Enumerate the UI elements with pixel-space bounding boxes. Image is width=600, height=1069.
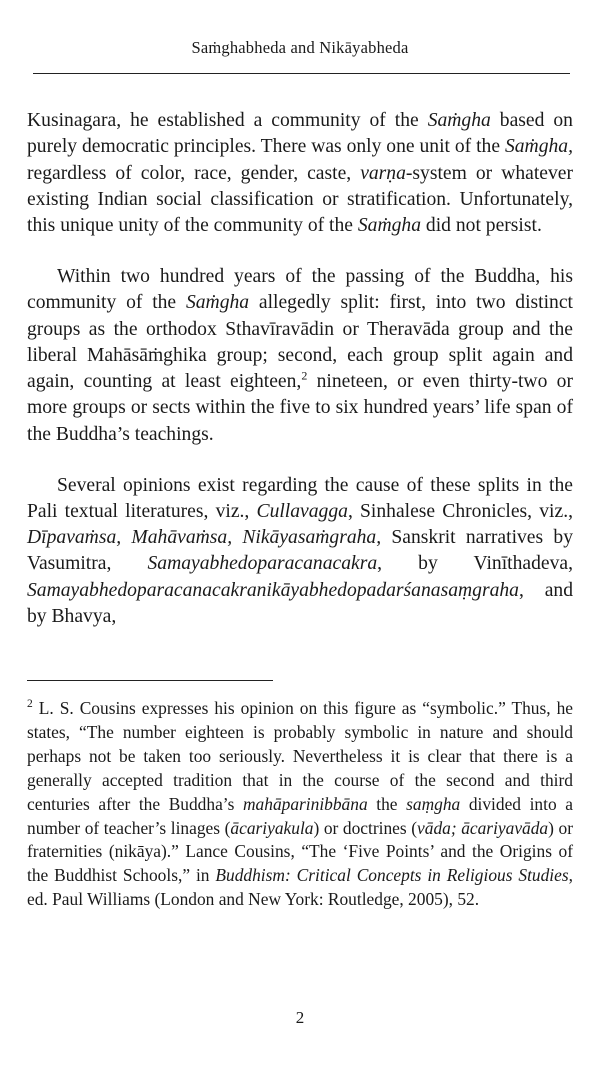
italic-term: Samayabhedoparacanacakranikāyabhedopadarśanasaṃgraha (27, 579, 519, 601)
italic-term: mahāparinibbāna (243, 793, 368, 814)
italic-term: saṃgha (406, 793, 461, 814)
header-rule (33, 73, 570, 74)
italic-term: Dīpavaṁsa, Mahāvaṁsa, Nikāyasaṁgraha, (27, 527, 382, 549)
text-run: Several opinions exist regarding the cause of these splits in the Pali textual literatures, viz., (27, 474, 573, 522)
text-run: , and by Bhavya, (27, 579, 573, 628)
italic-term: Saṁgha (185, 292, 250, 314)
footnote-text (27, 697, 573, 912)
text-run: nineteen, or even thirty-two or more groups or sects within the five to six hundred years’ life span of the Buddha’s teachings. (27, 371, 573, 445)
text-run: , Sinhalese Chronicles, viz., (347, 500, 573, 522)
paragraph-2 (27, 264, 573, 448)
text-run: , by Vinīthadeva, (377, 553, 573, 575)
text-run: ) or doctrines ( (313, 817, 418, 838)
paragraph-3 (27, 473, 573, 631)
footnote (27, 697, 573, 912)
text-run: -system or whatever existing Indian social classification or stratification. Unfortunately, this unique unity of the community of the (27, 162, 574, 237)
text-run: based on purely democratic principles. There was only one unit of the (27, 110, 573, 158)
paragraph-1 (27, 108, 573, 239)
text-run: Within two hundred years of the passing of the Buddha, his community of the (27, 265, 573, 314)
text-run: did not persist. (421, 215, 542, 237)
text-run: , ed. Paul Williams (London and New York: Routledge, 2005), 52. (27, 865, 573, 910)
italic-term: Cullavagga (256, 500, 348, 522)
page-number: 2 (295, 1008, 305, 1027)
text-run: allegedly split: first, into two distinct groups as the orthodox Sthavīravādin or Theravāda group and the liberal Mahāsāṁghika group; second, each group split again and again, counting at least eighteen, (27, 292, 573, 393)
text-run: Kusinagara, he established a community of the (27, 110, 428, 131)
italic-term: vāda; ācariyavāda (417, 817, 549, 838)
text-run: Sanskrit narratives by Vasumitra, (27, 527, 573, 575)
italic-term: Buddhism: Critical Concepts in Religious Studies (215, 865, 569, 886)
italic-term: Saṁgha, (504, 136, 573, 158)
italic-term: varṇa (360, 162, 406, 184)
text-run: L. S. Cousins expresses his opinion on this figure as “symbolic.” Thus, he states, “The number eighteen is probably symbolic in nature and should perhaps not be taken too seriously. Nevertheless it is clear that there is a generally accepted tradition that in the course of the second and third centuries after the Buddha’s (27, 698, 573, 814)
italic-term: Saṁgha (427, 110, 491, 131)
running-header: Saṁghabheda and Nikāyabheda (191, 38, 409, 57)
footnote-rule (27, 680, 273, 681)
footnote-ref: 2 (301, 368, 308, 383)
footnote-number: 2 (27, 698, 33, 711)
text-run: ) or fraternities (nikāya).” Lance Cousins, “The ‘Five Points’ and the Origins of the Buddhist Schools,” in (27, 817, 573, 886)
main-text (27, 108, 573, 655)
text-run: divided into a number of teacher’s linages ( (27, 793, 573, 838)
italic-term: ācariyakula (230, 817, 314, 838)
italic-term: Samayabhedoparacanacakra (147, 553, 378, 575)
footnote-body (27, 698, 573, 909)
text-run: the (367, 793, 407, 814)
italic-term: Saṁgha (357, 215, 422, 237)
text-run: regardless of color, race, gender, caste, (27, 162, 361, 184)
